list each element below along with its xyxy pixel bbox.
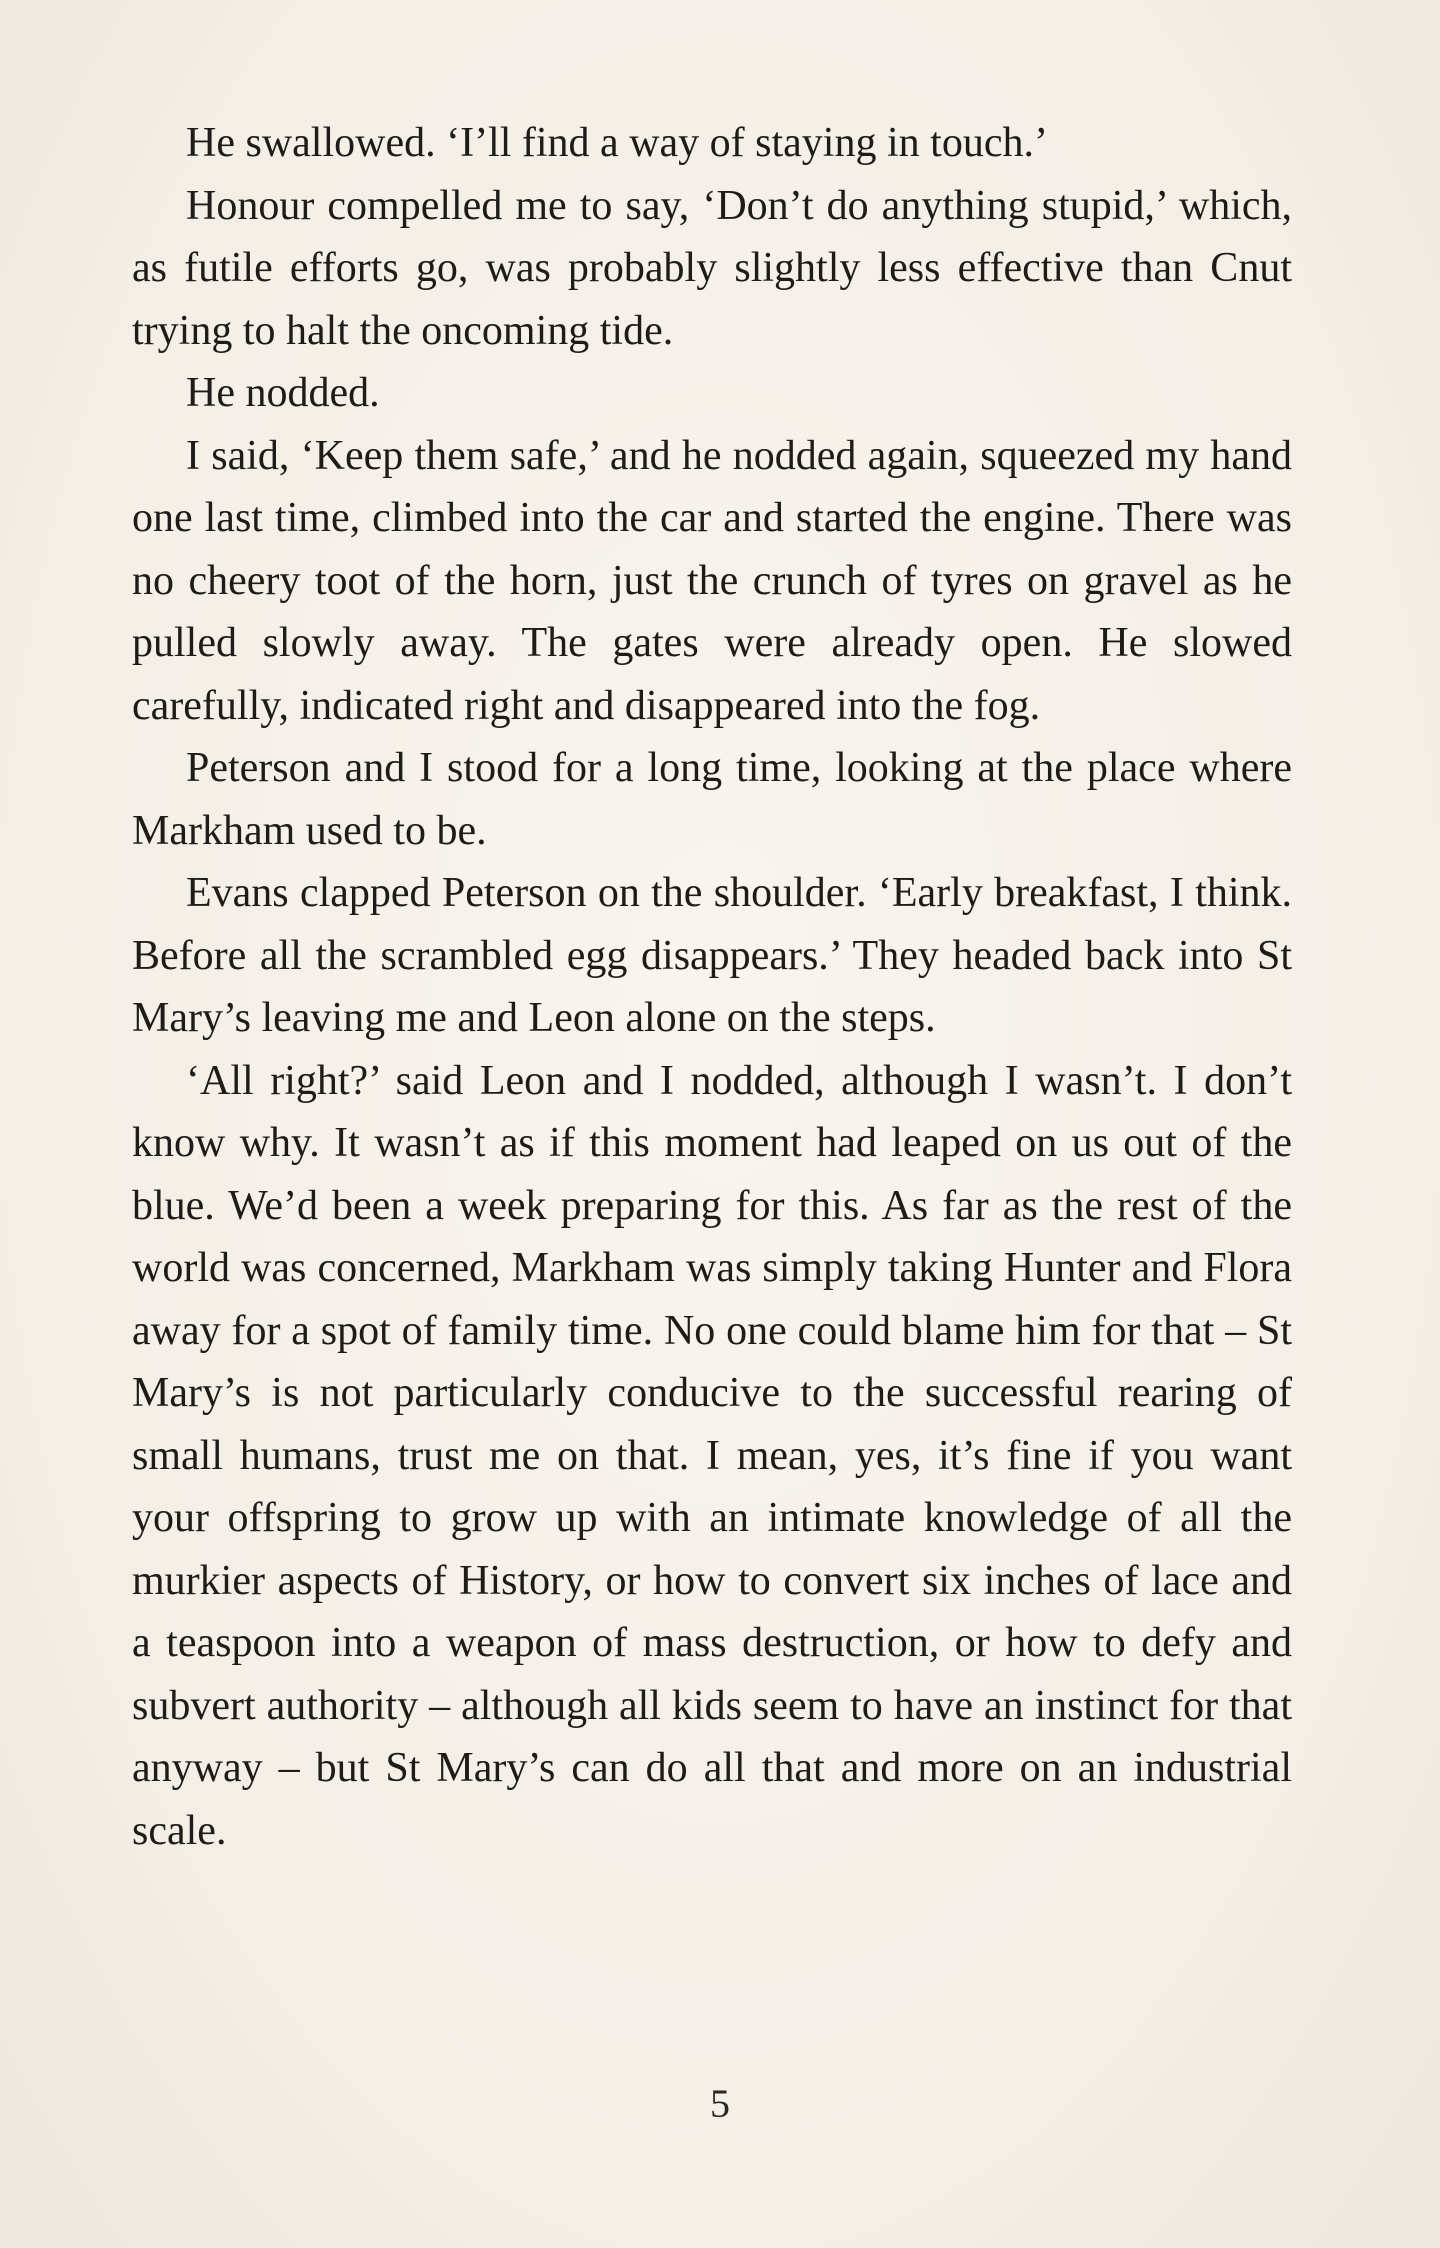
paragraph: Evans clapped Peterson on the shoulder. ‘Early breakfast, I think. Before all the scrambled egg disappears.’ They headed back into St Mary’s leaving me and Leon alone on the steps. [132, 870, 1292, 1041]
paragraph: ‘All right?’ said Leon and I nodded, although I wasn’t. I don’t know why. It wasn’t as if this moment had leaped on us out of the blue. We’d been a week preparing for this. As far as the rest of the world was concerned, Markham was simply taking Hunter and Flora away for a spot of family time. No one could blame him for that – St Mary’s is not particularly conducive to the successful rearing of small humans, trust me on that. I mean, yes, it’s fine if you want your offspring to grow up with an intimate knowledge of all the murkier aspects of History, or how to convert six inches of lace and a teaspoon into a weapon of mass destruction, or how to defy and subvert authority – although all kids seem to have an instinct for that anyway – but St Mary’s can do all that and more on an industrial scale. [132, 1057, 1292, 1854]
page-number: 5 [710, 2081, 730, 2126]
paragraph: He swallowed. ‘I’ll find a way of staying in touch.’ [186, 120, 1048, 166]
body-text [132, 112, 1292, 1862]
paragraph: I said, ‘Keep them safe,’ and he nodded again, squeezed my hand one last time, climbed into the car and started the engine. There was no cheery toot of the horn, just the crunch of tyres on gravel as he pulled slowly away. The gates were already open. He slowed carefully, indicated right and disappeared into the fog. [132, 432, 1292, 729]
paragraph: He nodded. [186, 370, 380, 416]
paragraph: Peterson and I stood for a long time, looking at the place where Markham used to be. [132, 745, 1292, 854]
paragraph: Honour compelled me to say, ‘Don’t do anything stupid,’ which, as futile efforts go, was probably slightly less effective than Cnut trying to halt the oncoming tide. [132, 182, 1292, 354]
